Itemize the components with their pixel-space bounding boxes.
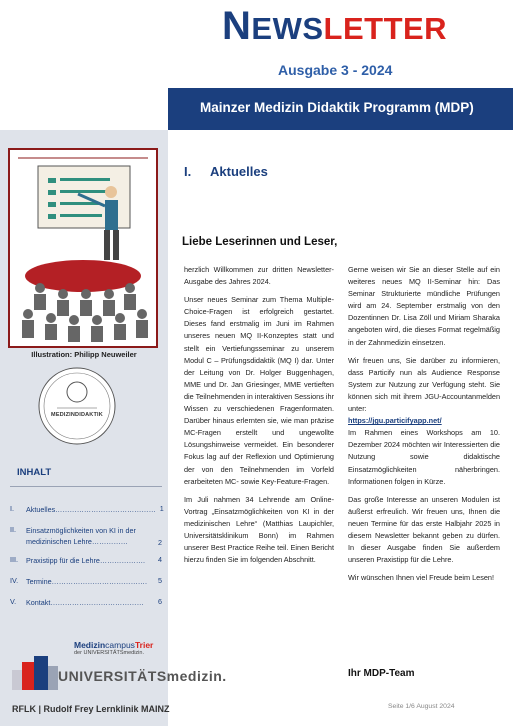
paragraph: Gerne weisen wir Sie an dieser Stelle auf ein weiteres neues MQ II-Seminar hin: Das Seminar Strukturierte mündliche Prüfungen wird am 24. September erstmalig von den Dozentinnen Dr. Lisa Zöll und Miriam Sharaka angeboten wird, die dieses Format regelmäßig in der Zahnmedizin einsetzen. xyxy=(348,265,500,347)
logo-campus-b: campus xyxy=(105,640,135,650)
letter-column-right xyxy=(348,264,500,590)
toc-page: 4 xyxy=(158,555,162,564)
toc-label: Termine…………………………………. xyxy=(26,577,147,586)
edition-label: Ausgabe 3 - 2024 xyxy=(278,62,393,78)
toc-num: III. xyxy=(10,555,18,564)
toc-item-ki[interactable] xyxy=(10,525,162,547)
paragraph: Im Rahmen eines Workshops am 10. Dezember 2024 möchten wir Interessierten die Nutzung sowie didaktische Einsatzmöglichkeiten näherbringen. Informationen folgen in Kürze. xyxy=(348,428,500,486)
toc-item-praxistipp[interactable] xyxy=(10,555,162,566)
toc-num: II. xyxy=(10,525,16,534)
greeting: Liebe Leserinnen und Leser, xyxy=(182,236,338,248)
toc-num: V. xyxy=(10,597,17,606)
toc-heading: INHALT xyxy=(17,467,52,478)
logo-campus-c: Trier xyxy=(134,640,154,650)
paragraph: Wir freuen uns, Sie darüber zu informieren, dass Particify nun als Audience Response System zur Nutzung zur Verfügung steht. Sie können sich mit ihrem JGU-Accountanmelden unter: xyxy=(348,355,500,414)
toc-page: 6 xyxy=(158,597,162,606)
program-banner xyxy=(168,88,513,130)
toc-label: Kontakt………………………………… xyxy=(26,598,144,607)
toc-num: IV. xyxy=(10,576,19,585)
particify-link[interactable]: https://jgu.particifyapp.net/ xyxy=(348,416,442,426)
paragraph: Im Juli nahmen 34 Lehrende am Online-Vortrag „Einsatzmöglichkeiten von KI in der medizinischen Lehre“ (Matthias Laupichler, Universitätsklinikum Bonn) im Rahmen unserer Best Practice Reihe teil. Einen Bericht hierzu finden Sie im folgenden Abschnitt. xyxy=(184,494,334,565)
toc-divider xyxy=(10,486,162,487)
unimedizin-emblem xyxy=(12,656,58,690)
toc-label: Einsatzmöglichkeiten von KI in der medizinischen Lehre…………… xyxy=(26,526,136,546)
rflk-abbrev: RFLK xyxy=(12,704,36,714)
rflk-name: | Rudolf Frey Lernklinik MAINZ xyxy=(38,704,170,714)
toc-page: 5 xyxy=(158,576,162,585)
lecture-illustration xyxy=(8,148,158,348)
paragraph: Das große Interesse an unseren Modulen ist äußerst erfreulich. Wir freuen uns, Ihnen die neuen Termine für das erste Halbjahr 2025 in diesem Newsletter bekannt geben zu dürfen. In dieser Ausgabe finden Sie außerdem unseren Praxistipp für die Lehre. xyxy=(348,494,500,565)
unimedizin-logo: UNIVERSITÄTSmedizin. xyxy=(58,668,227,684)
toc-item-termine[interactable] xyxy=(10,576,162,587)
paragraph: Unser neues Seminar zum Thema Multiple-Choice-Fragen ist erfolgreich gestartet. Dieses fand erstmalig im Juni im Rahmen unseres neuen MQ II-Konzeptes statt und stellt ein Vertiefungsseminar zu unserem Modul C – Prüfungsdidaktik (MQ I) dar. Unter der Leitung von Dr. Holger Buggenhagen, MME und Dr. Jan Griesinger, MME vertieften die Teilnehmenden in interaktiven Sessions ihr Wissen zu verschiedenen Fragenformaten. Darüber hinaus erlernten sie, wie man präzise MC-Fragen erstellt und ungewollte Lösungshinweise vermeidet. Ein besonderer Fokus lag auf der Reflexion und Optimierung der von den Teilnehmenden im Vorfeld erarbeiteten MC- sowie Key-Feature-Fragen. xyxy=(184,295,334,486)
toc-page: 1 xyxy=(159,504,164,513)
title-n: N xyxy=(222,4,252,48)
title-ews: EWS xyxy=(251,11,324,46)
newsletter-title xyxy=(222,4,447,49)
section-number: I. xyxy=(184,164,192,179)
program-title: Mainzer Medizin Didaktik Programm (MDP) xyxy=(200,100,474,115)
rflk-logo xyxy=(12,704,170,714)
medizincampus-trier-logo xyxy=(74,640,164,664)
section-title: Aktuelles xyxy=(210,164,268,179)
toc-item-aktuelles[interactable] xyxy=(10,504,162,515)
toc-label: Aktuelles…………………………………… xyxy=(26,505,156,514)
logo-campus-sub: der UNIVERSITÄTSmedizin. xyxy=(74,650,144,656)
illustration-credit: Illustration: Philipp Neuweiler xyxy=(31,350,137,359)
title-letter: LETTER xyxy=(323,11,448,46)
toc-item-kontakt[interactable] xyxy=(10,597,162,608)
medizindidaktik-seal xyxy=(37,366,117,446)
signature: Ihr MDP-Team xyxy=(348,668,415,679)
toc-label: Praxistipp für die Lehre………………. xyxy=(26,556,146,565)
paragraph: herzlich Willkommen zur dritten Newsletter- Ausgabe des Jahres 2024. xyxy=(184,265,334,287)
letter-column-left xyxy=(184,264,334,572)
toc-num: I. xyxy=(10,504,14,513)
page-footer: Seite 1/6 August 2024 xyxy=(388,703,455,710)
toc-page: 2 xyxy=(158,538,162,547)
masthead xyxy=(0,0,513,88)
seal-label: MEDIZINDIDAKTIK xyxy=(51,412,103,418)
table-of-contents xyxy=(10,504,162,618)
logo-campus-a: Medizin xyxy=(74,640,106,650)
paragraph: Wir wünschen Ihnen viel Freude beim Lesen! xyxy=(348,573,495,583)
